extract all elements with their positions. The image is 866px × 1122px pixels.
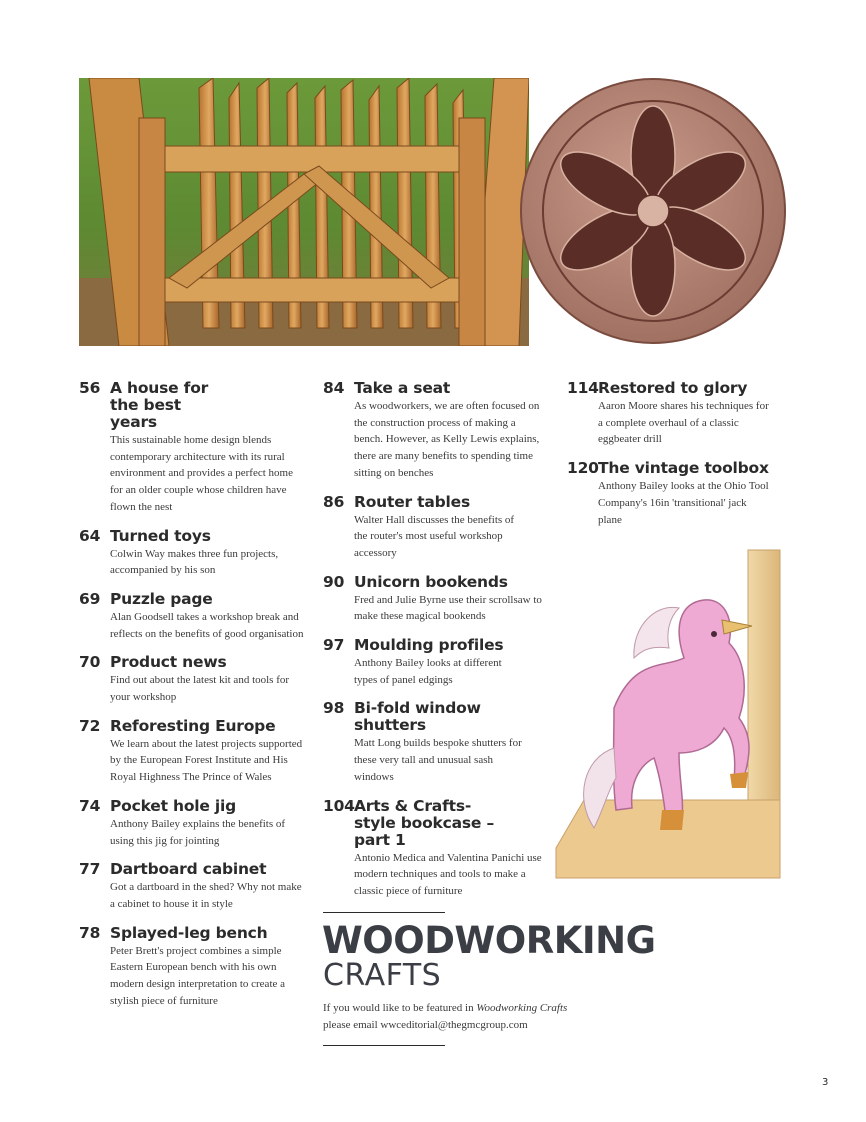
article-description: Antonio Medica and Valentina Panichi use modern techniques and tools to make a classic piece of furniture xyxy=(354,851,542,897)
article-title: Arts & Crafts-style bookcase – part 1 xyxy=(354,796,494,849)
contents-entry[interactable] xyxy=(79,654,304,705)
contents-entry[interactable] xyxy=(567,460,787,528)
article-title: Bi-fold window shutters xyxy=(354,699,481,735)
contents-column-2 xyxy=(323,380,553,900)
page-number: 104 xyxy=(323,796,355,815)
page-number: 77 xyxy=(79,860,101,879)
contents-column-3 xyxy=(567,380,787,528)
article-title: Reforesting Europe xyxy=(110,716,276,735)
article-description: Alan Goodsell takes a workshop break and reflects on the benefits of good organisation xyxy=(110,610,304,640)
contents-entry[interactable] xyxy=(323,637,553,688)
feature-note-email[interactable]: please email wwceditorial@thegmcgroup.com xyxy=(323,1018,528,1031)
contents-entry[interactable] xyxy=(323,494,553,562)
page-number: 78 xyxy=(79,923,101,942)
article-description: Anthony Bailey explains the benefits of using this jig for jointing xyxy=(110,817,286,847)
article-title: Pocket hole jig xyxy=(110,796,237,815)
article-description: Peter Brett's project combines a simple Eastern European bench with his own modern design interpretation to create a stylish piece of furniture xyxy=(110,944,286,1007)
article-description: This sustainable home design blends contemporary architecture with its rural environment and provides a perfect home for an older couple whose children have flown the nest xyxy=(110,434,293,513)
contents-entry[interactable] xyxy=(323,798,553,900)
gate-photo xyxy=(79,78,529,346)
contents-entry[interactable] xyxy=(323,574,553,625)
page-number: 74 xyxy=(79,796,101,815)
page-number: 72 xyxy=(79,716,101,735)
page-number: 97 xyxy=(323,636,345,655)
article-title: The vintage toolbox xyxy=(598,459,769,478)
article-title: Unicorn bookends xyxy=(354,572,508,591)
contents-entry[interactable] xyxy=(79,528,304,579)
page-number: 90 xyxy=(323,572,345,591)
article-title: Dartboard cabinet xyxy=(110,860,267,879)
article-description: Matt Long builds bespoke shutters for these very tall and unusual sash windows xyxy=(354,737,522,783)
contents-entry[interactable] xyxy=(323,380,553,482)
page-number: 98 xyxy=(323,699,345,718)
article-description: We learn about the latest projects supported by the European Forest Institute and His Royal Highness The Prince of Wales xyxy=(110,737,303,784)
article-description: Fred and Julie Byrne use their scrollsaw to make these magical bookends xyxy=(354,593,542,623)
article-description: Got a dartboard in the shed? Why not make a cabinet to house it in style xyxy=(110,881,302,910)
article-title: Moulding profiles xyxy=(354,636,504,655)
article-title: Splayed-leg bench xyxy=(110,923,268,942)
article-title: A house for the best years xyxy=(110,379,209,431)
article-description: As woodworkers, we are often focused on the construction process of making a bench. However, as Kelly Lewis explains, there are many benefits to spending time sitting on benches xyxy=(354,400,540,479)
article-description: Colwin Way makes three fun projects, accompanied by his son xyxy=(110,547,279,577)
feature-note-magazine: Woodworking Crafts xyxy=(476,1002,568,1014)
page-number: 86 xyxy=(323,492,345,511)
page-number: 84 xyxy=(323,379,345,397)
divider-top xyxy=(323,912,445,913)
page-number: 114 xyxy=(567,379,599,397)
magazine-subtitle: CRAFTS xyxy=(323,958,442,993)
rosette-photo xyxy=(519,77,787,345)
contents-entry[interactable] xyxy=(79,718,304,786)
contents-entry[interactable] xyxy=(567,380,787,448)
contents-entry[interactable] xyxy=(79,925,304,1010)
contents-column-1 xyxy=(79,380,304,1009)
unicorn-bookend-photo xyxy=(554,548,786,880)
contents-entry[interactable] xyxy=(79,798,304,849)
article-title: Router tables xyxy=(354,492,470,511)
article-description: Aaron Moore shares his techniques for a complete overhaul of a classic eggbeater drill xyxy=(598,400,769,446)
contents-entry[interactable] xyxy=(79,380,304,516)
article-description: Anthony Bailey looks at the Ohio Tool Company's 16in 'transitional' jack plane xyxy=(598,480,769,526)
article-description: Find out about the latest kit and tools for your workshop xyxy=(110,674,290,704)
page-number: 120 xyxy=(567,459,599,478)
page-number: 64 xyxy=(79,526,101,545)
page-number: 69 xyxy=(79,589,101,608)
article-title: Restored to glory xyxy=(598,379,748,397)
feature-note xyxy=(323,1000,613,1033)
divider-bottom xyxy=(323,1045,445,1046)
contents-entry[interactable] xyxy=(79,591,304,642)
article-title: Turned toys xyxy=(110,526,211,545)
page-number-footer: 3 xyxy=(822,1077,829,1088)
page-number: 56 xyxy=(79,379,101,397)
article-title: Puzzle page xyxy=(110,589,213,608)
contents-entry[interactable] xyxy=(323,700,553,785)
contents-entry[interactable] xyxy=(79,861,304,912)
article-title: Take a seat xyxy=(354,379,451,397)
feature-note-prefix: If you would like to be featured in xyxy=(323,1002,477,1014)
article-description: Anthony Bailey looks at different types of panel edgings xyxy=(354,657,502,686)
page-number: 70 xyxy=(79,653,101,672)
article-description: Walter Hall discusses the benefits of the router's most useful workshop accessory xyxy=(354,513,515,559)
magazine-title: WOODWORKING xyxy=(322,919,656,962)
article-title: Product news xyxy=(110,653,227,672)
